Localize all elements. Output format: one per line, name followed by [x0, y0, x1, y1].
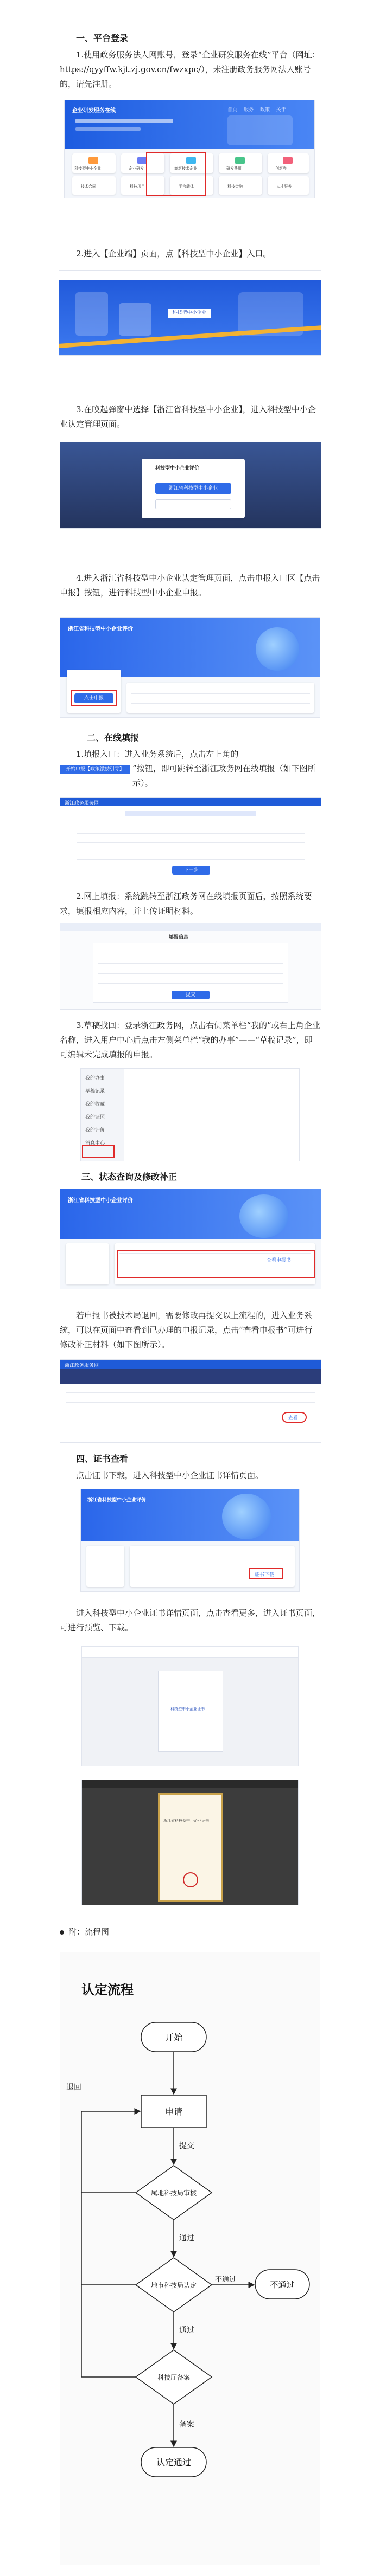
highlight-apply-button: [71, 690, 117, 706]
banner-headline: [75, 119, 173, 123]
tech-sme-entry-button[interactable]: 科技型中小企业: [168, 309, 211, 318]
flow-start-label: 开始: [164, 2032, 183, 2042]
paragraph-select-popup: 3.在唤起弹窗中选择【浙江省科技型中小企业】，进入科技型中小企业认定管理页面。: [60, 404, 316, 429]
flow-apply-label: 申请: [164, 2106, 183, 2117]
screenshot-certificate-detail: [81, 1646, 299, 1766]
highlight-draft-record: [82, 1145, 115, 1158]
flowchart-svg: [60, 1952, 320, 2565]
paragraph-login: 1.使用政务服务法人网账号，登录“企业研发服务在线”平台（网址：https://qyyffw.kjt.zj.gov.cn/fwzxpc/），未注册政务服务网法人账号的，请先注册。: [60, 50, 320, 89]
highlight-records: [117, 1250, 315, 1278]
paragraph-fill-entry-b: ”按钮，即可跳转至浙江政务网在线填报（如下图所示）。: [132, 763, 316, 788]
paragraph-click-apply: 4.进入浙江省科技型中小企业认定管理页面，点击申报入口区【点击申报】按钮，进行科技型中小企业申报。: [60, 573, 320, 598]
paragraph-enterprise-entry: 2.进入【企业端】页面，点【科技型中小企业】入口。: [76, 249, 271, 259]
status-side-card: [66, 1243, 109, 1284]
flow-return-loop-county: [81, 2111, 140, 2193]
tile-label-4: 研发费用: [226, 166, 242, 171]
list-divider-1: [131, 693, 310, 694]
correction-topbar: [60, 1360, 321, 1369]
paragraph-certificate-download: 点击证书下载，进入科技型中小企业证书详情页面。: [76, 1470, 264, 1480]
portal-menu-4[interactable]: 关于: [276, 107, 287, 113]
screenshot-certificate-download: [80, 1489, 300, 1592]
tile-icon-4: [235, 157, 245, 164]
flow-return-label: 退回: [66, 2083, 81, 2092]
cert-records-table: [130, 1546, 295, 1587]
flow-submit-label: 提交: [179, 2142, 194, 2150]
enterprise-topbar: [59, 271, 321, 280]
gov-steps: [125, 811, 256, 816]
management-list-card: [126, 683, 314, 713]
tile-label-9: 科技金融: [227, 184, 243, 189]
flow-publish-label: 备案: [179, 2420, 194, 2429]
viewer-topbar: [82, 1780, 299, 1788]
correction-gov-title: 浙江政务服务网: [65, 1363, 99, 1369]
management-title: 浙江省科技型中小企业评价: [68, 626, 133, 632]
paragraph-online-fill: 2.网上填报：系统跳转至浙江政务网在线填报页面后，按照系统要求，填报相应内容，并上传证明材料。: [60, 891, 312, 916]
paragraph-fill-entry-a: 1.填报入口：进入业务系统后，点击左上角的: [76, 749, 239, 759]
user-menu-item-2[interactable]: 草稿记录: [85, 1089, 105, 1094]
tile-label-3: 高新技术企业: [174, 166, 197, 171]
certificate-heading: 浙江省科技型中小企业证书: [163, 1819, 209, 1823]
fill-title: 填报信息: [169, 935, 189, 940]
gov-row-2: [77, 833, 305, 834]
screenshot-popup: [60, 442, 321, 529]
cert-preview-title: 科技型中小企业证书: [170, 1707, 205, 1711]
fill-row-2: [98, 963, 283, 964]
portal-menu-3[interactable]: 政策: [260, 107, 270, 113]
paragraph-certificate-view: 进入科技型中小企业证书详情页面，点击查看更多，进入证书页面，可进行预览、下载。: [60, 1608, 321, 1633]
tile-label-5: 创新券: [275, 166, 287, 171]
cert-illustration: [222, 1494, 271, 1539]
section-title-status: 三、状态查询及修改补正: [81, 1172, 178, 1182]
section-title-online-fill: 二、在线填报: [87, 733, 140, 743]
flow-city-review-label: 地市科技局认定: [150, 2282, 197, 2289]
screenshot-correction-list: [60, 1359, 321, 1443]
fill-submit-button[interactable]: 提交: [172, 991, 210, 999]
popup-title: 科技型中小企业评价: [155, 466, 200, 471]
tile-label-8: 平台载体: [179, 184, 194, 189]
flow-prov-review-label: 科技厅备案: [157, 2374, 191, 2381]
fill-topbar: [60, 923, 321, 931]
paragraph-draft-recovery: 3.草稿找回：登录浙江政务网，点击右侧菜单栏“我的”或右上角企业名称，进入用户中心后点击左侧菜单栏“我的办事”——“草稿记录”，即可编辑未完成填报的申报。: [60, 1020, 320, 1059]
highlight-view-link: [282, 1412, 307, 1423]
screenshot-user-center: [80, 1068, 300, 1161]
flow-fail-branch-label: 不通过: [215, 2276, 237, 2284]
section-title-platform-login: 一、平台登录: [76, 33, 129, 43]
tile-icon-5: [283, 157, 293, 164]
flow-return-loop-prov: [81, 2285, 136, 2377]
user-menu-item-1[interactable]: 我的办事: [85, 1076, 105, 1081]
cert-detail-topbar: [82, 1647, 299, 1658]
portal-menu-2[interactable]: 服务: [244, 107, 254, 113]
flow-pass2-label: 通过: [179, 2326, 194, 2335]
view-application-link[interactable]: 查看申报书: [267, 1258, 292, 1263]
appendix-bullet: [60, 1925, 223, 1939]
screenshot-management-page: [60, 617, 320, 718]
tile-label-1: 科技型中小企业: [74, 166, 101, 171]
user-menu-item-4[interactable]: 我的证照: [85, 1115, 105, 1120]
section-title-certificate: 四、证书查看: [76, 1454, 129, 1464]
list-divider-2: [131, 703, 310, 704]
tile-label-2: 企业研发: [129, 166, 144, 171]
fill-row-4: [98, 983, 283, 984]
screenshot-gov-form: [60, 797, 321, 878]
tile-label-10: 人才服务: [276, 184, 292, 189]
highlight-cert-download: [249, 1568, 283, 1579]
flow-fail-label: 不通过: [270, 2280, 295, 2290]
flowchart-panel: [60, 1952, 320, 2565]
status-title: 浙江省科技型中小企业评价: [68, 1198, 133, 1204]
screenshot-certificate-image: [81, 1780, 299, 1905]
user-menu-item-5[interactable]: 我的评价: [85, 1128, 105, 1133]
popup-option-zhejiang[interactable]: 浙江省科技型中小企业: [155, 483, 231, 494]
cert-side-card: [86, 1546, 124, 1587]
cert-download-link[interactable]: 证书下载: [255, 1572, 275, 1578]
banner-subline: [75, 127, 141, 131]
flow-return-loop-city: [81, 2193, 136, 2285]
gov-row-3: [77, 842, 305, 843]
banner-illustration: [227, 115, 293, 145]
correction-row-1: [66, 1392, 315, 1393]
paragraph-correction: 若申报书被技术局退回，需要修改再提交以上流程的，进入业务系统，可以在页面中查看到已办理的申报记录，点击“查看申报书”可进行修改补正材料（如下图所示）。: [60, 1311, 313, 1350]
tile-label-6: 技术合同: [81, 184, 96, 189]
correction-row-2: [66, 1402, 315, 1403]
screenshot-fill-info: [60, 923, 321, 1010]
enterprise-column-1: [75, 292, 108, 336]
flow-county-review-label: 属地科技局审核: [150, 2189, 197, 2197]
gov-next-button[interactable]: 下一步: [172, 866, 210, 875]
user-menu-item-6[interactable]: 消息中心: [85, 1141, 105, 1146]
start-apply-button[interactable]: 开始申报【政策激励引导】: [60, 765, 130, 774]
highlight-enterprise-entry: [146, 152, 206, 196]
correction-view-link[interactable]: 查看: [288, 1416, 299, 1421]
tile-icon-1: [88, 157, 98, 164]
popup-option-national[interactable]: [155, 499, 231, 509]
flow-pass1-label: 通过: [179, 2234, 194, 2243]
flow-title: 认定流程: [81, 1982, 134, 1997]
click-apply-button[interactable]: 点击申报: [74, 693, 113, 703]
bullet-dot: [60, 1930, 64, 1935]
screenshot-portal-home: [64, 100, 315, 198]
fill-row-3: [98, 973, 283, 974]
enterprise-column-2: [119, 303, 151, 336]
portal-menu-1[interactable]: 首页: [227, 107, 238, 113]
cert-page-title: 浙江省科技型中小企业评价: [87, 1498, 147, 1503]
user-menu-item-3[interactable]: 我的收藏: [85, 1102, 105, 1107]
appendix-label: 附：流程图: [68, 1927, 110, 1937]
certificate-seal: [183, 1872, 198, 1887]
gov-topbar: [60, 798, 321, 806]
portal-title: 企业研发服务在线: [72, 108, 116, 114]
screenshot-enterprise-page: [59, 270, 321, 356]
gov-title: 浙江政务服务网: [65, 801, 99, 806]
screenshot-status-records: [60, 1189, 321, 1289]
gov-row-5: [77, 859, 305, 860]
tile-label-7: 科技项目: [130, 184, 145, 189]
correction-header: [60, 1369, 321, 1384]
status-illustration: [239, 1194, 288, 1238]
management-illustration: [256, 627, 299, 671]
flow-done-label: 认定通过: [156, 2457, 192, 2468]
